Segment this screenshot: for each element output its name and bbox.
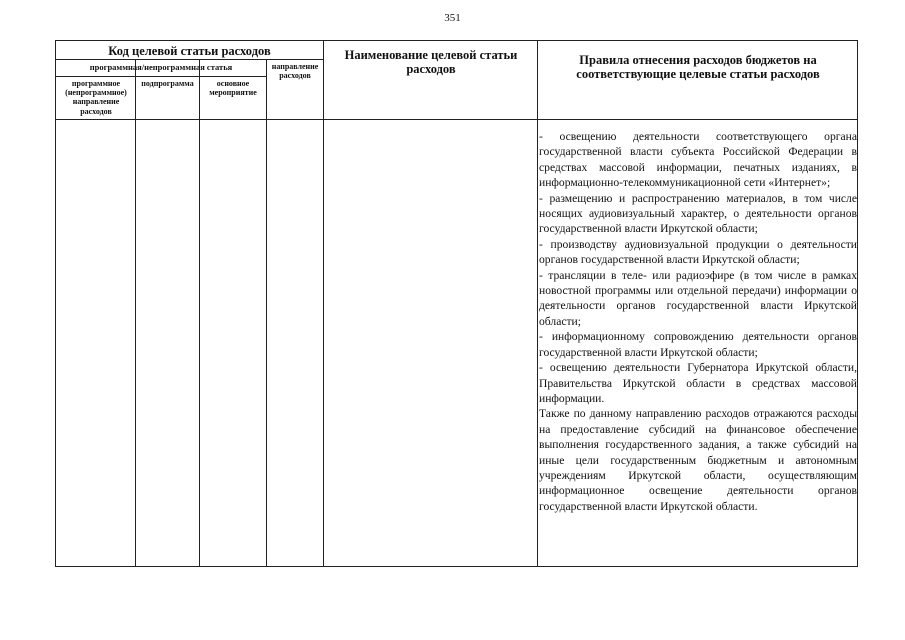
header-program-group: программная/непрограммная статья — [89, 62, 233, 72]
header-col-subprogram: подпрограмма — [141, 79, 194, 88]
header-col-name: Наименование целевой статьи расходов — [344, 48, 518, 77]
col-divider — [199, 59, 200, 566]
rules-paragraph: - информационному сопровождению деятельности органов государственной власти Иркутской области; — [539, 330, 857, 359]
col-divider — [135, 59, 136, 566]
rules-paragraph: - трансляции в теле- или радиоэфире (в том числе в рамках новостной программы или отдельной передачи) информации о деятельности органов государственной власти Иркутской области; — [539, 268, 857, 328]
header-col-rules: Правила отнесения расходов бюджетов на соответствующие целевые статьи расходов — [576, 53, 820, 82]
header-col-program: программное (непрограммное) направление расходов — [65, 79, 127, 116]
page-number: 351 — [444, 12, 461, 24]
rules-cell — [539, 129, 857, 514]
rules-paragraph: Также по данному направлению расходов отражаются расходы на предоставление субсидий на финансовое обеспечение выполнения государственного задания, а также субсидий на иные цели государственным бюджетным и автономным учреждениям Иркутской области, осуществляющим информационное освещение деятельности органов государственной власти Иркутской области. — [539, 407, 857, 513]
rules-paragraph: - производству аудиовизуальной продукции о деятельности органов государственной власти Иркутской области; — [539, 237, 857, 267]
row-divider — [56, 119, 857, 120]
header-col-main-event: основное мероприятие — [209, 79, 257, 98]
col-divider — [266, 59, 267, 566]
row-divider — [56, 59, 323, 60]
rules-paragraph: - размещению и распространению материалов, в том числе носящих аудиовизуальный характер, о деятельности органов государственной власти Иркутской области; — [539, 191, 857, 236]
rules-paragraph: - освещению деятельности Губернатора Иркутской области, Правительства Иркутской области в средствах массовой информации. — [539, 361, 857, 405]
header-code-title: Код целевой статьи расходов — [108, 44, 271, 58]
budget-table — [55, 40, 858, 567]
header-col-direction: направление расходов — [271, 62, 319, 81]
rules-paragraph: - освещению деятельности соответствующего органа государственной власти субъекта Российской Федерации в средствах массовой информации, печатных изданиях, в информационно-телекоммуникационной сети «Интернет»; — [539, 130, 857, 190]
row-divider — [56, 76, 266, 77]
